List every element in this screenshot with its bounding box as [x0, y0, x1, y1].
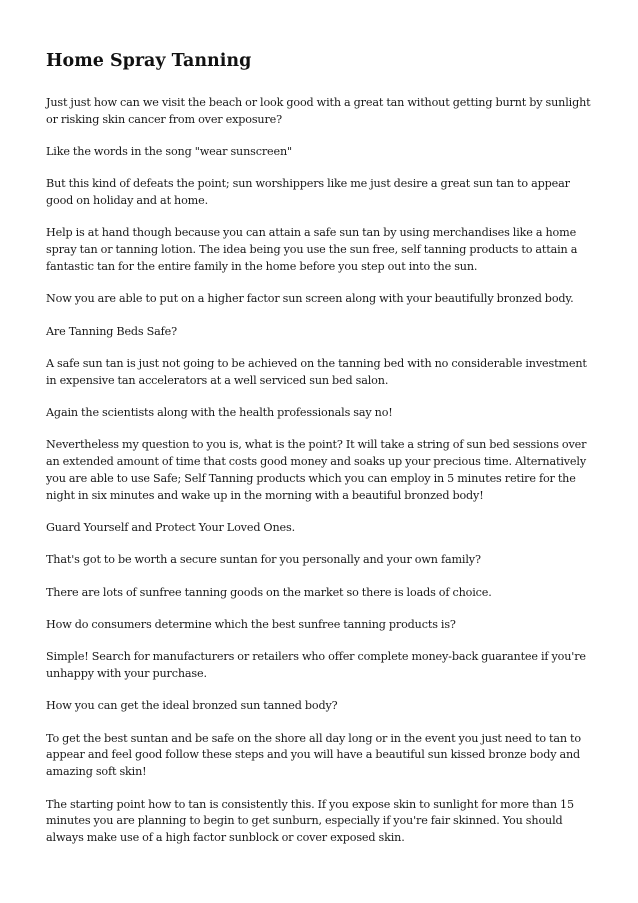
paragraph-17: The starting point how to tan is consistently this. If you expose skin to sunlight for more than 15 minutes you are planning to begin to get sunburn, especially if you're fair skinned. You should always make use of a high factor sunblock or cover exposed skin.	[46, 797, 574, 845]
paragraph-12: There are lots of sunfree tanning goods on the market so there is loads of choice.	[46, 585, 492, 599]
document-title: Home Spray Tanning	[46, 51, 252, 71]
paragraph-14: Simple! Search for manufacturers or retailers who offer complete money-back guarantee if you're unhappy with your purchase.	[46, 650, 586, 681]
paragraph-3: But this kind of defeats the point; sun worshippers like me just desire a great sun tan to appear good on holiday and at home.	[46, 177, 570, 208]
paragraph-5: Now you are able to put on a higher factor sun screen along with your beautifully bronzed body.	[46, 292, 574, 306]
paragraph-10: Guard Yourself and Protect Your Loved Ones.	[46, 521, 295, 535]
paragraph-7: A safe sun tan is just not going to be achieved on the tanning bed with no considerable investment in expensive tan accelerators at a well serviced sun bed salon.	[46, 356, 587, 387]
paragraph-9: Nevertheless my question to you is, what is the point? It will take a string of sun bed sessions over an extended amount of time that costs good money and soaks up your precious time. Alternatively you are able to use Safe; Self Tanning products which you can employ in 5 minutes retire for the night in six minutes and wake up in the morning with a beautiful bronzed body!	[46, 438, 587, 502]
paragraph-15: How you can get the ideal bronzed sun tanned body?	[46, 699, 338, 713]
paragraph-4: Help is at hand though because you can attain a safe sun tan by using merchandises like a home spray tan or tanning lotion. The idea being you use the sun free, self tanning products to attain a fantastic tan for the entire family in the home before you step out into the sun.	[46, 226, 578, 274]
document-page	[46, 48, 598, 862]
paragraph-1: Just just how can we visit the beach or look good with a great tan without getting burnt by sunlight or risking skin cancer from over exposure?	[46, 96, 591, 126]
paragraph-6: Are Tanning Beds Safe?	[46, 324, 177, 338]
paragraph-11: That's got to be worth a secure suntan for you personally and your own family?	[46, 553, 481, 567]
paragraph-13: How do consumers determine which the best sunfree tanning products is?	[46, 617, 456, 631]
paragraph-8: Again the scientists along with the health professionals say no!	[46, 406, 393, 420]
paragraph-2: Like the words in the song "wear sunscreen"	[46, 145, 293, 159]
paragraph-16: To get the best suntan and be safe on the shore all day long or in the event you just need to tan to appear and feel good follow these steps and you will have a beautiful sun kissed bronze body and amazing soft skin!	[46, 731, 581, 779]
